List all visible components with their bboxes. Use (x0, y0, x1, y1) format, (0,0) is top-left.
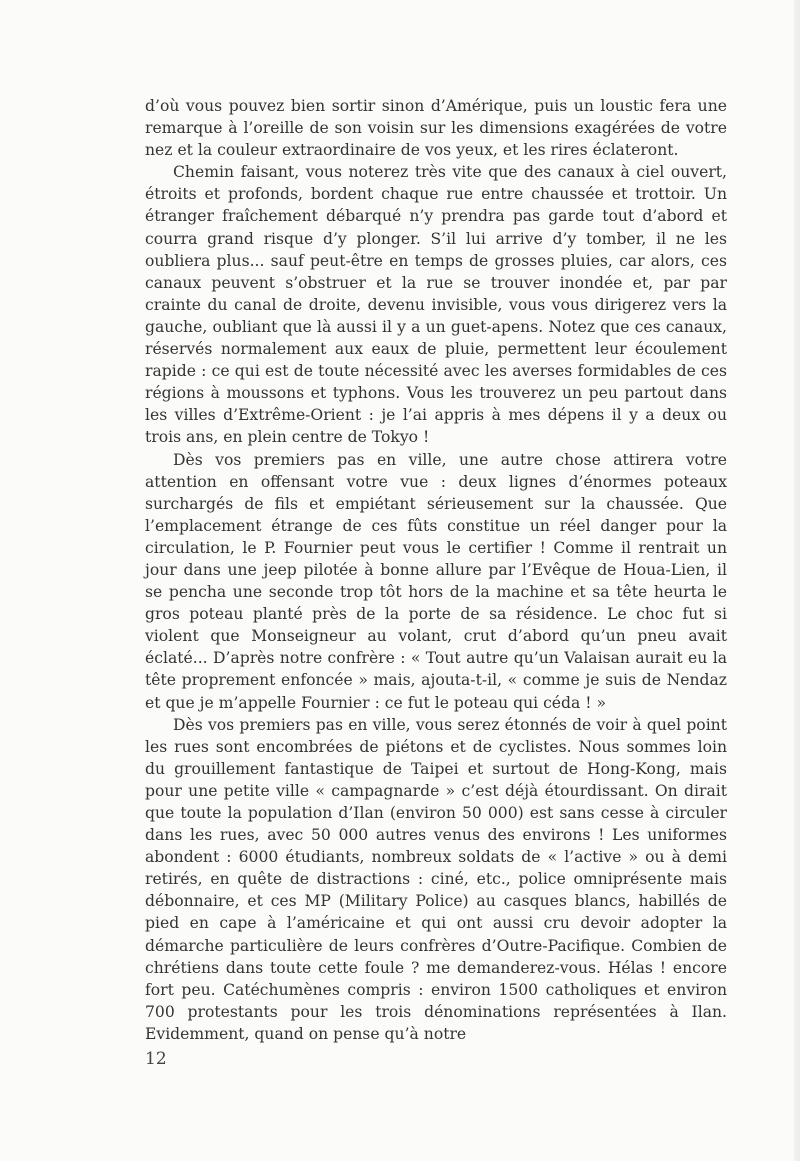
paragraph-poles: Dès vos premiers pas en ville, une autre chose attirera votre attention en offensant votre vue : deux lignes d’énormes poteaux surchargés de fils et empiétant sérieusement sur la chaussée. Que l’emplacement étrange de ces fûts constitue un réel danger pour la circulation, le P. Fournier peut vous le certifier ! Comme il rentrait un jour dans une jeep pilotée à bonne allure par l’Evêque de Houa-Lien, il se pencha une seconde trop tôt hors de la machine et sa tête heurta le gros poteau planté près de la porte de sa résidence. Le choc fut si violent que Monseigneur au volant, crut d’abord qu’un pneu avait éclaté... D’après notre confrère : « Tout autre qu’un Valaisan aurait eu la tête proprement enfoncée » mais, ajouta-t-il, « comme je suis de Nendaz et que je m’appelle Fournier : ce fut le poteau qui céda ! » (145, 450, 727, 712)
body-text (145, 95, 727, 1045)
page-edge (794, 0, 800, 1161)
paragraph-canals: Chemin faisant, vous noterez très vite que des canaux à ciel ouvert, étroits et profonds, bordent chaque rue entre chaussée et trottoir. Un étranger fraîchement débarqué n’y prendra pas garde tout d’abord et courra grand risque d’y plonger. S’il lui arrive d’y tomber, il ne les oubliera plus... sauf peut-être en temps de grosses pluies, car alors, ces canaux peuvent s’obstruer et la rue se trouver inondée et, par par crainte du canal de droite, devenu invisible, vous vous dirigerez vers la gauche, oubliant que là aussi il y a un guet-apens. Notez que ces canaux, réservés normalement aux eaux de pluie, permettent leur écoulement rapide : ce qui est de toute nécessité avec les averses formidables de ces régions à moussons et typhons. Vous les trouverez un peu partout dans les villes d’Extrême-Orient : je l’ai appris à mes dépens il y a deux ou trois ans, en plein centre de Tokyo ! (145, 163, 727, 447)
paragraph-continuation: d’où vous pouvez bien sortir sinon d’Amérique, puis un loustic fera une remarque à l’oreille de son voisin sur les dimensions exagérées de votre nez et la couleur extraordinaire de vos yeux, et les rires éclateront. (145, 97, 727, 160)
page-number: 12 (145, 1049, 167, 1069)
paragraph-crowds: Dès vos premiers pas en ville, vous serez étonnés de voir à quel point les rues sont encombrées de piétons et de cyclistes. Nous sommes loin du grouillement fantastique de Taipei et surtout de Hong-Kong, mais pour une petite ville « campagnarde » c’est déjà étourdissant. On dirait que toute la population d’Ilan (environ 50 000) est sans cesse à circuler dans les rues, avec 50 000 autres venus des environs ! Les uniformes abondent : 6000 étudiants, nombreux soldats de « l’active » ou à demi retirés, en quête de distractions : ciné, etc., police omniprésente mais débonnaire, et ces MP (Military Police) au casques blancs, habillés de pied en cape à l’américaine et qui ont aussi cru devoir adopter la démarche particulière de leurs confrères d’Outre-Pacifique. Combien de chrétiens dans toute cette foule ? me demanderez-vous. Hélas ! encore fort peu. Catéchumènes compris : environ 1500 catholiques et environ 700 protestants pour les trois dénominations représentées à Ilan. Evidemment, quand on pense qu’à notre (145, 715, 727, 1043)
